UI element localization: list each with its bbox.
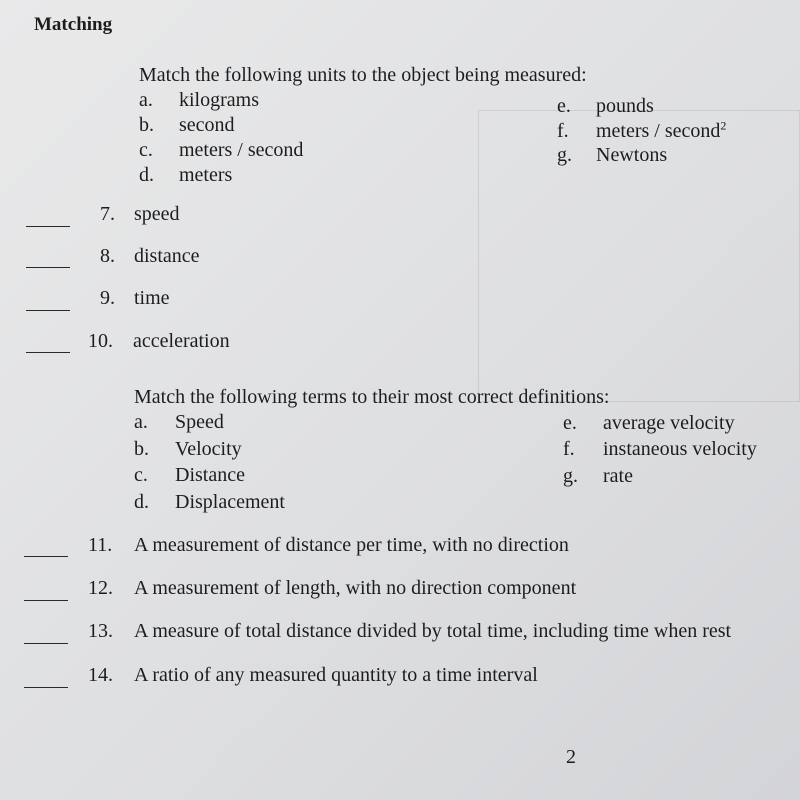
section-heading: Matching — [34, 14, 113, 35]
section1-option-b — [139, 114, 235, 137]
option-text: Velocity — [175, 438, 242, 460]
section2-option-f — [563, 438, 757, 461]
option-text: average velocity — [603, 412, 735, 434]
option-letter: b. — [134, 438, 149, 460]
section1-instruction: Match the following units to the object being measured: — [139, 64, 587, 86]
section1-option-c — [139, 139, 303, 162]
option-letter: f. — [557, 120, 569, 142]
question-text: acceleration — [133, 330, 230, 352]
question-8 — [100, 245, 200, 268]
option-text: Distance — [175, 464, 245, 486]
question-text: A ratio of any measured quantity to a time interval — [134, 664, 538, 686]
answer-blank[interactable] — [26, 267, 70, 268]
option-text: Newtons — [596, 144, 668, 166]
section1-option-d — [139, 164, 232, 187]
section2-instruction: Match the following terms to their most correct definitions: — [134, 386, 610, 408]
question-13 — [88, 620, 800, 643]
question-text: A measurement of length, with no direction component — [134, 577, 577, 599]
superscript: 2 — [720, 118, 727, 133]
option-text: Displacement — [175, 491, 285, 513]
question-9 — [100, 287, 170, 310]
question-number: 13. — [88, 620, 113, 642]
question-12 — [88, 577, 576, 600]
question-number: 7. — [100, 203, 115, 225]
question-7 — [100, 203, 180, 226]
section1-option-a — [139, 89, 259, 112]
answer-blank[interactable] — [24, 687, 68, 688]
option-letter: g. — [557, 144, 572, 166]
question-number: 10. — [88, 330, 113, 352]
question-text: A measurement of distance per time, with no direction — [134, 534, 569, 556]
question-number: 12. — [88, 577, 113, 599]
option-letter: e. — [563, 412, 577, 434]
option-letter: b. — [139, 114, 154, 136]
option-letter: a. — [139, 89, 153, 111]
option-letter: f. — [563, 438, 575, 460]
option-letter: a. — [134, 411, 148, 433]
option-letter: g. — [563, 465, 578, 487]
question-text: distance — [134, 245, 200, 267]
question-11 — [88, 534, 569, 557]
section1-option-f — [557, 120, 726, 143]
option-text: meters — [179, 164, 233, 186]
answer-blank[interactable] — [24, 600, 68, 601]
answer-blank[interactable] — [26, 226, 70, 227]
section2-option-d — [134, 491, 285, 514]
section2-option-e — [563, 412, 735, 435]
question-number: 14. — [88, 664, 113, 686]
page-number: 2 — [566, 746, 576, 768]
section1-option-e — [557, 95, 654, 118]
question-text: A measure of total distance divided by total time, including time when rest — [134, 620, 732, 642]
option-text: second — [179, 114, 235, 136]
question-number: 11. — [88, 534, 113, 556]
option-text: kilograms — [179, 89, 259, 111]
question-14 — [88, 664, 538, 687]
question-number: 9. — [100, 287, 115, 309]
option-text: pounds — [596, 95, 654, 117]
option-text: instaneous velocity — [603, 438, 757, 460]
section2-option-a — [134, 411, 224, 434]
question-number: 8. — [100, 245, 115, 267]
question-text: speed — [134, 203, 180, 225]
answer-blank[interactable] — [24, 556, 68, 557]
answer-blank[interactable] — [26, 352, 70, 353]
option-letter: c. — [139, 139, 153, 161]
section2-option-g — [563, 465, 633, 488]
section2-option-b — [134, 438, 242, 461]
option-letter: c. — [134, 464, 148, 486]
option-text: meters / second — [179, 139, 304, 161]
option-text: meters / second — [596, 120, 721, 142]
option-text: rate — [603, 465, 633, 487]
answer-blank[interactable] — [26, 310, 70, 311]
question-text: time — [134, 287, 170, 309]
option-letter: e. — [557, 95, 571, 117]
option-text: Speed — [175, 411, 224, 433]
question-10 — [88, 330, 230, 353]
section1-option-g — [557, 144, 667, 167]
option-letter: d. — [134, 491, 149, 513]
answer-blank[interactable] — [24, 643, 68, 644]
option-letter: d. — [139, 164, 154, 186]
section2-option-c — [134, 464, 245, 487]
